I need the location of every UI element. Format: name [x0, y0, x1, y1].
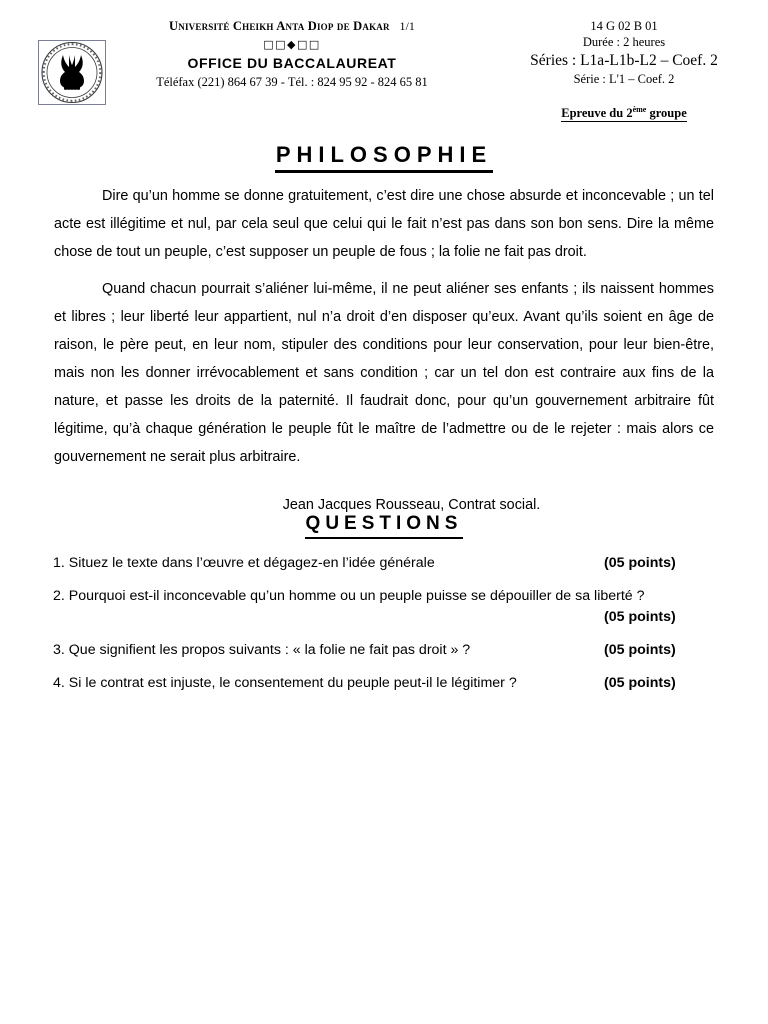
questions-heading: QUESTIONS [305, 513, 464, 539]
question-points: (05 points) [604, 555, 676, 571]
passage-paragraph-1: Dire qu’un homme se donne gratuitement, c’est dire une chose absurde et inconcevable ; un tel acte est illégitime et nul, par cela seul que celui qui le fait n’est pas dans son bon sens. Dire la même chose de tout un peuple, c’est supposer un peuple de fous ; la folie ne fait pas droit. [54, 188, 714, 260]
exam-duration: Durée : 2 heures [582, 35, 666, 49]
question-text: 4. Si le contrat est injuste, le consentement du peuple peut-il le légitimer ? [53, 675, 517, 691]
header-center-block [112, 18, 472, 91]
question-row [53, 673, 723, 693]
decorative-symbols: □□◆□□ [263, 38, 321, 51]
question-row [53, 553, 723, 573]
session-ordinal-suffix: ème [632, 105, 647, 114]
page-title-wrap [0, 143, 768, 173]
passage-attribution: Jean Jacques Rousseau, Contrat social. [282, 497, 541, 513]
exam-code: 14 G 02 B 01 [590, 19, 658, 33]
question-row [53, 640, 723, 660]
university-name: Université Cheikh Anta Diop de Dakar [169, 19, 390, 33]
university-seal-logo [38, 40, 106, 105]
session-prefix: Epreuve du 2 [561, 106, 633, 121]
exam-series-sub: Série : L'1 – Coef. 2 [573, 72, 675, 86]
questions-heading-wrap [0, 513, 768, 539]
session-label [561, 102, 687, 122]
university-name-line [112, 18, 472, 35]
question-points: (05 points) [604, 642, 676, 658]
passage-paragraph-2: Quand chacun pourrait s’aliéner lui-même, il ne peut aliéner ses enfants ; ils naissent hommes et libres ; leur liberté leur appartient, nul n’a droit d’en disposer qu’eux. Avant qu’ils soient en âge de raison, le père peut, en leur nom, stipuler des conditions pour leur conservation, pour leur bien-être, mais non les donner irrévocablement et sans condition ; car un tel don est contraire aux fins de la nature, et passe les droits de la paternité. Il faudrait donc, pour qu’un gouvernement arbitraire fût légitime, qu’à chaque génération le peuple fût le maître de l’admettre ou de le rejeter : mais alors ce gouvernement ne serait plus arbitraire. [54, 281, 714, 465]
document-header [0, 18, 768, 121]
office-name: OFFICE DU BACCALAUREAT [187, 55, 397, 71]
question-text: 1. Situez le texte dans l’œuvre et dégagez-en l’idée générale [53, 555, 435, 571]
session-suffix: groupe [646, 106, 687, 121]
exam-series-main: Séries : L1a-L1b-L2 – Coef. 2 [530, 52, 718, 69]
question-points: (05 points) [604, 609, 676, 625]
passage-text [54, 182, 714, 515]
page-title: PHILOSOPHIE [275, 143, 493, 173]
contact-line: Téléfax (221) 864 67 39 - Tél. : 824 95 92 - 824 65 81 [156, 75, 428, 89]
session-label-wrap [480, 102, 768, 122]
question-text: 3. Que signifient les propos suivants : « la folie ne fait pas droit » ? [53, 642, 471, 658]
question-text: 2. Pourquoi est-il inconcevable qu’un homme ou un peuple puisse se dépouiller de sa liberté ? [53, 588, 645, 604]
question-points: (05 points) [604, 675, 676, 691]
seal-icon [39, 41, 105, 104]
question-row [53, 586, 719, 627]
questions-list [53, 553, 723, 706]
page-number: 1/1 [399, 21, 415, 33]
header-right-block [480, 18, 768, 122]
